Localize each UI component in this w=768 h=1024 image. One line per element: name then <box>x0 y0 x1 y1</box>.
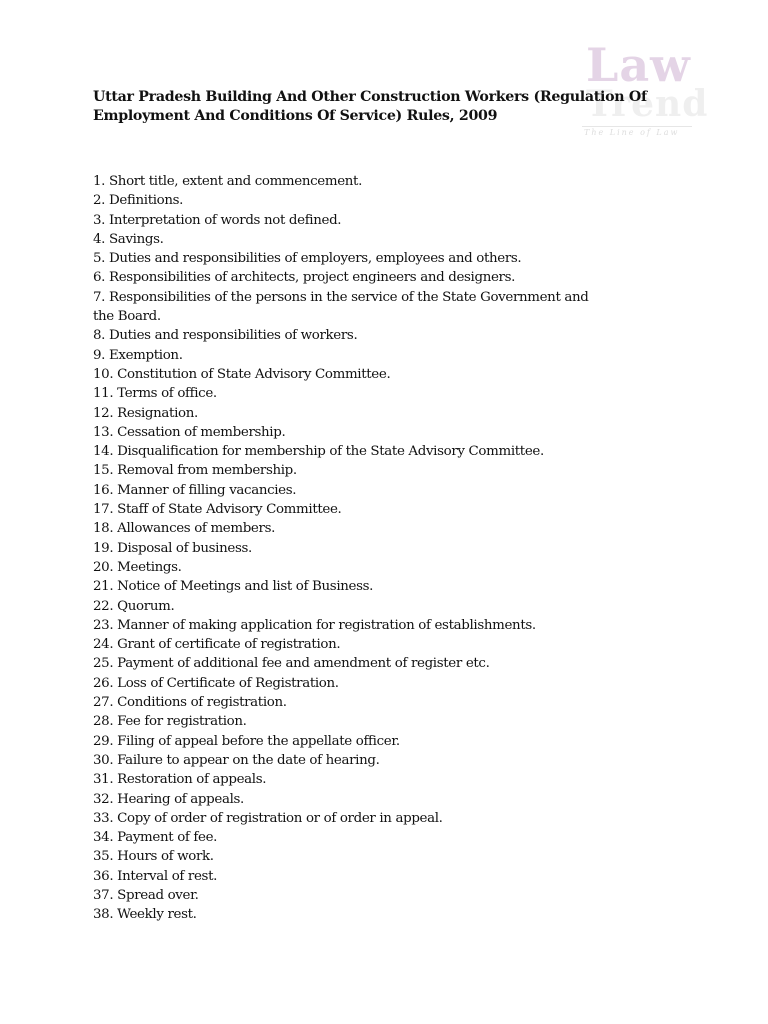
rule-list-item: 7. Responsibilities of the persons in the service of the State Government and <box>93 289 589 305</box>
rule-list-item: 32. Hearing of appeals. <box>93 791 244 807</box>
rule-list-item: 24. Grant of certificate of registration. <box>93 637 341 653</box>
rule-list-item: 29. Filing of appeal before the appellate officer. <box>93 733 400 749</box>
rule-list-item: the Board. <box>93 309 161 325</box>
rule-list-item: 4. Savings. <box>93 231 164 247</box>
rule-list-item: 13. Cessation of membership. <box>93 424 286 440</box>
rule-list-item: 22. Quorum. <box>93 598 175 614</box>
rule-list-item: 31. Restoration of appeals. <box>93 772 267 788</box>
rule-list-item: 20. Meetings. <box>93 559 182 575</box>
rule-list-item: 12. Resignation. <box>93 405 198 421</box>
document-title-line-2: Employment And Conditions Of Service) Rules, 2009 <box>93 108 498 124</box>
rule-list-item: 5. Duties and responsibilities of employers, employees and others. <box>93 251 522 267</box>
rules-contents-list <box>93 172 693 925</box>
rule-list-item: 25. Payment of additional fee and amendment of register etc. <box>93 656 490 672</box>
rule-list-item: 6. Responsibilities of architects, project engineers and designers. <box>93 270 516 286</box>
document-title-line-1: Uttar Pradesh Building And Other Construction Workers (Regulation Of <box>93 89 647 105</box>
rule-list-item: 21. Notice of Meetings and list of Business. <box>93 579 374 595</box>
rule-list-item: 8. Duties and responsibilities of workers. <box>93 328 358 344</box>
rule-list-item: 10. Constitution of State Advisory Committee. <box>93 366 391 382</box>
rule-list-item: 17. Staff of State Advisory Committee. <box>93 502 342 518</box>
rule-list-item: 26. Loss of Certificate of Registration. <box>93 675 339 691</box>
watermark-law-text: Law <box>586 38 691 92</box>
rule-list-item: 2. Definitions. <box>93 193 184 209</box>
rule-list-item: 23. Manner of making application for registration of establishments. <box>93 617 536 633</box>
rule-list-item: 14. Disqualification for membership of the State Advisory Committee. <box>93 444 544 460</box>
rule-list-item: 38. Weekly rest. <box>93 907 197 923</box>
rule-list-item: 27. Conditions of registration. <box>93 695 287 711</box>
rule-list-item: 35. Hours of work. <box>93 849 214 865</box>
watermark-trend-text: Trend <box>586 83 709 125</box>
rule-list-item: 34. Payment of fee. <box>93 830 218 846</box>
watermark-divider <box>582 126 692 127</box>
rule-list-item: 1. Short title, extent and commencement. <box>93 174 362 189</box>
rule-list-item: 28. Fee for registration. <box>93 714 247 730</box>
rule-list-item: 30. Failure to appear on the date of hearing. <box>93 752 380 768</box>
rule-list-item: 36. Interval of rest. <box>93 868 218 884</box>
rule-list-item: 9. Exemption. <box>93 347 183 363</box>
document-title <box>93 88 693 126</box>
rule-list-item: 16. Manner of filling vacancies. <box>93 482 297 498</box>
rule-list-item: 19. Disposal of business. <box>93 540 252 556</box>
rule-list-item: 18. Allowances of members. <box>93 521 275 537</box>
rule-list-item: 37. Spread over. <box>93 887 199 903</box>
rule-list-item: 33. Copy of order of registration or of order in appeal. <box>93 810 443 826</box>
rule-list-item: 11. Terms of office. <box>93 386 217 402</box>
watermark-tagline: The Line of Law <box>584 128 680 137</box>
rule-list-item: 3. Interpretation of words not defined. <box>93 212 342 228</box>
rule-list-item: 15. Removal from membership. <box>93 463 297 479</box>
